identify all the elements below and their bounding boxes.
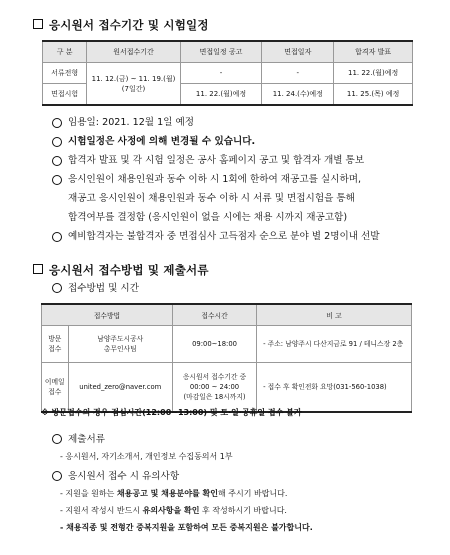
header-application-period: 원서접수기간 [87, 41, 180, 63]
table-header-row [42, 304, 412, 326]
circle-bullet-icon [52, 118, 62, 128]
table-row [42, 326, 412, 363]
header-interview-date: 면접일자 [262, 41, 334, 63]
header-method: 접수방법 [42, 304, 173, 326]
visit-time-cell: 09:00~18:00 [173, 326, 257, 363]
caution-item: - 지원서 작성시 반드시 유의사항을 확인 후 작성하시기 바랍니다. [60, 506, 287, 515]
circle-bullet-icon [52, 175, 62, 185]
list-item: 응시인원이 채용인원과 동수 이하 시 1회에 한하여 재공고를 실시하며, [50, 170, 442, 189]
list-item: 예비합격자는 불합격자 중 면접심사 고득점자 순으로 분야 별 2명이내 선발 [50, 227, 442, 246]
application-method-table [41, 303, 412, 413]
subsection-documents: 제출서류 [50, 431, 105, 445]
subsection-method: 접수방법 및 시간 [50, 280, 139, 294]
documents-list: - 응시원서, 자기소개서, 개인정보 수집동의서 1부 [60, 452, 233, 461]
list-item: 시험일정은 사정에 의해 변경될 수 있습니다. [50, 132, 442, 151]
row-label-interview: 면접시험 [43, 84, 87, 106]
header-time: 접수시간 [173, 304, 257, 326]
table-row: 면접시험 11. 22.(월)예정 11. 24.(수)예정 11. 25.(목) 예정 [43, 84, 413, 106]
circle-bullet-icon [52, 137, 62, 147]
header-result-announcement: 합격자 발표 [334, 41, 413, 63]
section-title-application: 응시원서 접수방법 및 제출서류 [33, 262, 209, 278]
circle-bullet-icon [52, 232, 62, 242]
email-note-cell: - 접수 후 확인전화 요망(031-560-1038) [257, 363, 412, 412]
email-time-cell: 응시원서 접수기간 중 00:00 ~ 24:00 (마감일은 18시까지) [173, 363, 257, 412]
visit-place-cell: 남양주도시공사 총무인사팀 [68, 326, 172, 363]
subsection-cautions: 응시원서 접수 시 유의사항 [50, 468, 179, 482]
square-bullet-icon [33, 264, 43, 274]
visit-restriction-note: ※ 방문접수의 경우 점심시간(12:00~13:00) 및 토·일·공휴일 접수 불가 [41, 408, 302, 417]
header-remarks: 비 고 [257, 304, 412, 326]
circle-bullet-icon [52, 434, 62, 444]
circle-bullet-icon [52, 471, 62, 481]
email-address-cell: united_zero@naver.com [68, 363, 172, 412]
caution-item: - 지원을 원하는 채용공고 및 채용분야를 확인해 주시기 바랍니다. [60, 489, 288, 498]
list-item: 합격자 발표 및 각 시험 일정은 공사 홈페이지 공고 및 합격자 개별 통보 [50, 151, 442, 170]
application-period-cell: 11. 12.(금) ~ 11. 19.(월) (7일간) [87, 63, 180, 106]
method-email-cell: 이메일 접수 [42, 363, 69, 412]
table-row: 서류전형 11. 12.(금) ~ 11. 19.(월) (7일간) - - 11. 22.(월)예정 [43, 63, 413, 84]
list-item-continuation: 합격여부를 결정함 (응시인원이 없을 시에는 채용 시까지 재공고함) [68, 212, 348, 223]
header-category: 구 분 [43, 41, 87, 63]
visit-note-cell: - 주소: 남양주시 다산지금로 91 / 테니스장 2층 [257, 326, 412, 363]
square-bullet-icon [33, 19, 43, 29]
circle-bullet-icon [52, 156, 62, 166]
caution-item: - 채용직종 및 전형간 중복지원을 포함하여 모든 중복지원은 불가합니다. [60, 523, 313, 532]
table-header-row [43, 41, 413, 63]
method-visit-cell: 방문 접수 [42, 326, 69, 363]
header-interview-notice: 면접일정 공고 [180, 41, 262, 63]
table-row [42, 363, 412, 412]
schedule-notes [50, 113, 442, 246]
list-item-continuation: 재공고 응시인원이 채용인원과 동수 이하 시 서류 및 면접시험을 통해 [68, 193, 355, 204]
section-title-schedule: 응시원서 접수기간 및 시험일정 [33, 17, 209, 33]
schedule-table [42, 40, 413, 106]
list-item: 임용일: 2021. 12월 1일 예정 [50, 113, 442, 132]
circle-bullet-icon [52, 283, 62, 293]
row-label-document: 서류전형 [43, 63, 87, 84]
